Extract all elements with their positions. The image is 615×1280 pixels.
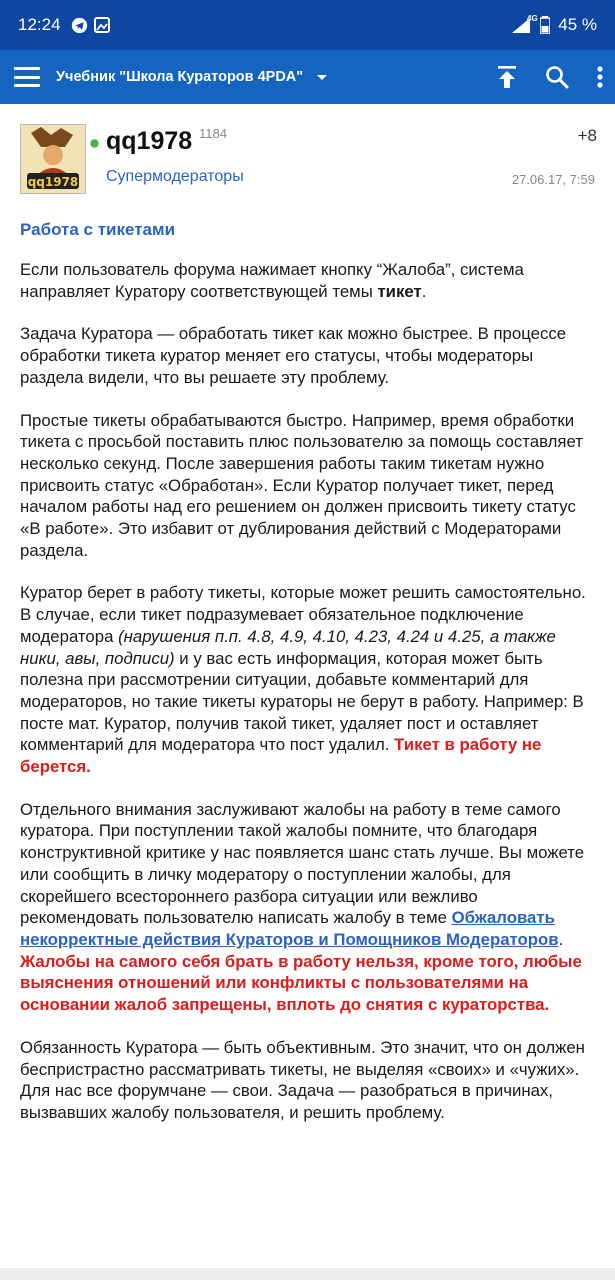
section-heading: Работа с тикетами [20, 220, 176, 239]
avatar[interactable] [20, 124, 86, 194]
menu-icon[interactable] [14, 67, 40, 87]
vote-count[interactable]: +8 [577, 126, 597, 145]
battery-level: 45 % [558, 15, 597, 34]
post-date: 27.06.17, 7:59 [511, 172, 595, 187]
rule-numbers: (нарушения п.п. 4.8, 4.9, 4.10, 4.23, 4.24 и 4.25, а также ники, авы, подписи) [20, 626, 556, 668]
status-time: 12:24 [18, 15, 61, 34]
paragraph-4: Куратор берет в работу тикеты, которые может решить самостоятельно. В случае, если тикет подразумевает обязательное подключение модератора (нарушения п.п. 4.8, 4.9, 4.10, 4.23, 4.24 и 4.25, а также ники, авы, подписи) и у вас есть информация, которая может быть полезна при рассмотрении ситуации, добавьте комментарий для модераторов, но такие тикеты кураторы не берут в работу. Например: В посте мат. Куратор, получив такой тикет, удаляет пост и оставляет комментарий для модератора что пост удалил. Тикет в работу не берется. [20, 583, 586, 777]
image-icon [94, 17, 110, 33]
warning-text: Тикет в работу не берется. [20, 735, 542, 777]
bottom-bar [0, 1268, 615, 1280]
app-bar [0, 50, 615, 104]
bold-word: тикет [377, 281, 422, 301]
status-bar [0, 0, 615, 50]
scroll-top-icon[interactable] [497, 66, 517, 88]
username[interactable]: qq1978 [106, 127, 193, 155]
chevron-down-icon[interactable] [317, 75, 327, 80]
telegram-icon [71, 17, 88, 34]
warning-text: Жалобы на самого себя брать в работу нельзя, кроме того, любые выяснения отношений или конфликты с пользователями на основании жалоб запрещены, вплоть до снятия с кураторства. [20, 951, 582, 1015]
reputation-count[interactable]: 1184 [199, 126, 227, 141]
battery-icon [540, 16, 550, 34]
search-icon[interactable] [545, 65, 569, 89]
paragraph-3: Простые тикеты обрабатываются быстро. Например, время обработки тикета с просьбой поставить плюс пользователю за помощь составляет несколько секунд. После завершения работы таким тикетам нужно присвоить статус «Обработан». Если Куратор получает тикет, перед началом работы над его решением он должен присвоить тикету статус «В работе». Это избавит от дублирования действий с Модераторами раздела. [20, 410, 583, 560]
network-type: 4G [527, 14, 538, 23]
post-content [20, 218, 595, 1145]
page-title[interactable]: Учебник "Школа Кураторов 4PDA" [56, 69, 304, 85]
paragraph-1: Если пользователь форума нажимает кнопку “Жалоба”, система направляет Куратору соответствующей темы тикет. [20, 260, 524, 301]
paragraph-5: Отдельного внимания заслуживают жалобы на работу в теме самого куратора. При поступлении такой жалобы помните, что благодаря конструктивной критике у нас появляется шанс стать лучше. Вы можете или сообщить в личку модератору о поступлении жалобы, для скорейшего всестороннего разбора ситуации или вежливо рекомендовать пользователю написать жалобу в теме Обжаловать некорректные действия Кураторов и Помощников Модераторов. Жалобы на самого себя брать в работу нельзя, кроме того, любые выяснения отношений или конфликты с пользователями на основании жалоб запрещены, вплоть до снятия с кураторства. [20, 799, 585, 1015]
online-indicator-icon [90, 139, 99, 148]
paragraph-2: Задача Куратора — обработать тикет как можно быстрее. В процессе обработки тикета куратор меняет его статусы, чтобы модераторы раздела видели, что вы решаете эту проблему. [20, 324, 567, 387]
avatar-text: qq1978 [27, 175, 79, 189]
paragraph-6: Обязанность Куратора — быть объективным. Это значит, что он должен беспристрастно рассматривать тикеты, не выделяя «своих» и «чужих». Для нас все форумчане — свои. Задача — разобраться в причинах, вызвавших жалобу пользователя, и решить проблему. [20, 1037, 585, 1122]
appeal-link[interactable]: Обжаловать некорректные действия Кураторов и Помощников Модераторов [20, 908, 559, 949]
user-group: Супермодераторы [106, 168, 244, 185]
more-vert-icon[interactable] [597, 66, 603, 88]
